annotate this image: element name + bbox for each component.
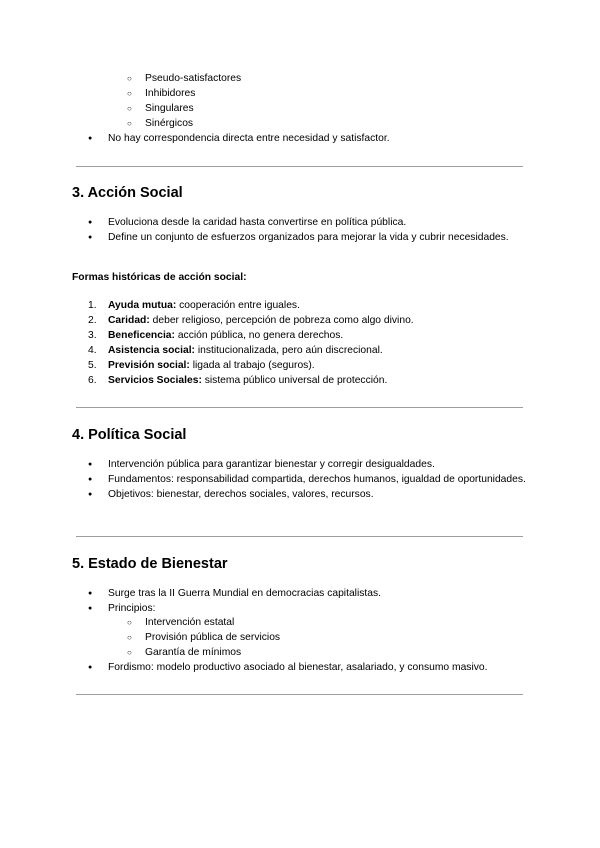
- intro-sublist: [0, 71, 600, 131]
- subheading: Formas históricas de acción social:: [72, 272, 247, 283]
- sub-item: ○ Garantía de mínimos: [0, 645, 600, 660]
- divider: [76, 694, 523, 695]
- sub-item: ○ Pseudo-satisfactores: [0, 71, 600, 86]
- numbered-item: 2. Caridad: deber religioso, percepción de pobreza como algo divino.: [88, 315, 414, 326]
- section3-bullets: [0, 215, 600, 245]
- divider: [76, 166, 523, 167]
- principles-sublist: [0, 615, 600, 660]
- divider: [76, 407, 523, 408]
- bullet-item: ● Fundamentos: responsabilidad compartida, derechos humanos, igualdad de oportunidades.: [0, 472, 548, 487]
- intro-list: [0, 131, 600, 146]
- sub-item: ○ Inhibidores: [0, 86, 600, 101]
- historical-forms-list: [0, 298, 600, 388]
- numbered-item: 3. Beneficencia: acción pública, no genera derechos.: [88, 330, 344, 341]
- bullet-item: ● Surge tras la II Guerra Mundial en democracias capitalistas.: [0, 586, 548, 601]
- numbered-item: 1. Ayuda mutua: cooperación entre iguales.: [88, 300, 300, 311]
- bullet-item: ● Intervención pública para garantizar bienestar y corregir desigualdades.: [0, 457, 548, 472]
- section5-bullets: [0, 586, 600, 616]
- divider: [76, 536, 523, 537]
- section4-bullets: [0, 457, 600, 502]
- numbered-item: 6. Servicios Sociales: sistema público universal de protección.: [88, 375, 388, 386]
- bullet-item: ● Evoluciona desde la caridad hasta convertirse en política pública.: [0, 215, 548, 230]
- section-heading: 3. Acción Social: [72, 185, 183, 201]
- sub-item: ○ Intervención estatal: [0, 615, 600, 630]
- sub-item: ○ Provisión pública de servicios: [0, 630, 600, 645]
- section-heading: 5. Estado de Bienestar: [72, 556, 228, 572]
- sub-item: ○ Sinérgicos: [0, 116, 600, 131]
- bullet-item: ● Define un conjunto de esfuerzos organizados para mejorar la vida y cubrir necesidades.: [0, 230, 548, 245]
- bullet-item: ● No hay correspondencia directa entre necesidad y satisfactor.: [0, 131, 548, 146]
- numbered-item: 5. Previsión social: ligada al trabajo (seguros).: [88, 360, 315, 371]
- numbered-item: 4. Asistencia social: institucionalizada, pero aún discrecional.: [88, 345, 383, 356]
- section-heading: 4. Política Social: [72, 427, 187, 443]
- section5-bullets-continued: [0, 660, 600, 675]
- bullet-item: ● Objetivos: bienestar, derechos sociales, valores, recursos.: [0, 487, 548, 502]
- sub-item: ○ Singulares: [0, 101, 600, 116]
- bullet-item: ● Principios:: [0, 601, 548, 616]
- bullet-item: ● Fordismo: modelo productivo asociado al bienestar, asalariado, y consumo masivo.: [0, 660, 578, 675]
